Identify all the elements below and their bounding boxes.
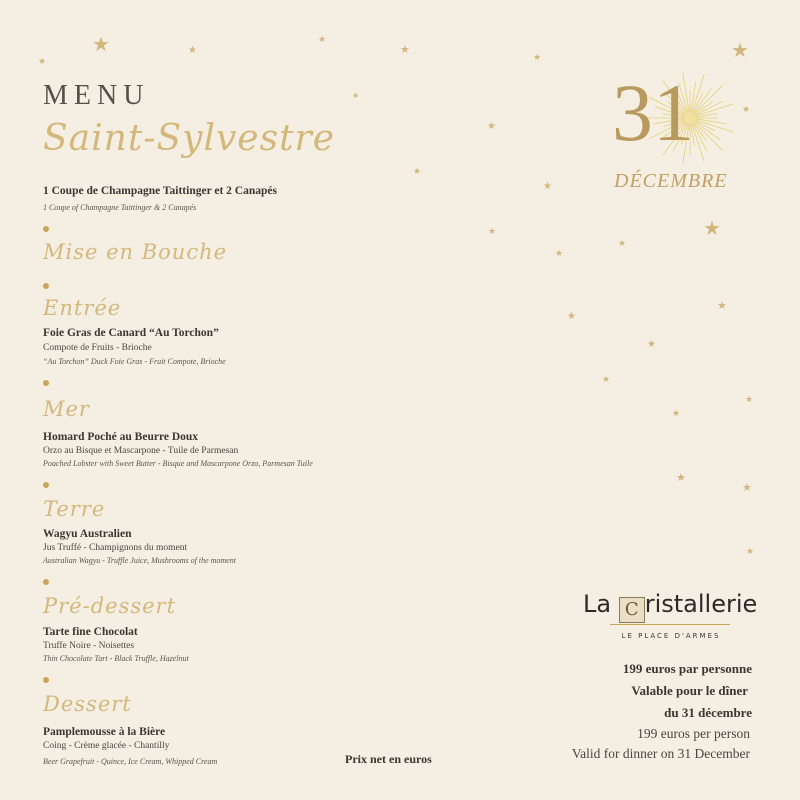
opener-english: 1 Coupe of Champagne Taittinger & 2 Canapés (43, 203, 197, 212)
course-title-mer: Mer (43, 397, 90, 421)
star-icon: ★ (745, 395, 754, 405)
price-fr-line1: 199 euros par personne (622, 661, 752, 676)
bullet-dot-icon (43, 380, 49, 386)
dish-name-pre-dessert: Tarte fine Chocolat (43, 626, 138, 638)
star-icon: ★ (672, 409, 681, 419)
star-icon: ★ (618, 239, 627, 249)
dish-desc-dessert: Coing - Crème glacée - Chantilly (43, 741, 170, 751)
dish-name-terre: Wagyu Australien (43, 528, 132, 540)
star-icon: ★ (742, 105, 751, 115)
star-icon: ★ (567, 311, 576, 322)
brand-logo-mark: C (619, 597, 645, 623)
star-icon: ★ (413, 167, 422, 177)
price-fr-line3: du 31 décembre (664, 705, 752, 720)
course-title-mise-en-bouche: Mise en Bouche (43, 240, 228, 264)
star-icon: ★ (703, 216, 721, 240)
star-icon: ★ (487, 121, 496, 132)
star-icon: ★ (318, 35, 327, 45)
dish-english-mer: Poached Lobster with Sweet Butter - Bisque and Mascarpone Orzo, Parmesan Tuile (43, 459, 313, 468)
dish-desc-pre-dessert: Truffe Noire - Noisettes (43, 641, 135, 651)
star-icon: ★ (676, 471, 686, 484)
brand-name-part2: ristallerie (644, 590, 758, 618)
bullet-dot-icon (43, 226, 49, 232)
brand-logo (583, 590, 757, 623)
date-day: 31 (612, 67, 694, 158)
brand-subtitle: LE PLACE D'ARMES (621, 632, 721, 640)
course-title-entree: Entrée (43, 296, 122, 320)
price-en-line2: Valid for dinner on 31 December (571, 746, 750, 761)
star-icon: ★ (555, 249, 564, 259)
course-title-dessert: Dessert (43, 692, 132, 716)
dish-english-terre: Australian Wagyu - Truffle Juice, Mushrooms of the moment (43, 556, 236, 565)
star-icon: ★ (400, 43, 410, 56)
star-icon: ★ (731, 38, 749, 62)
star-icon: ★ (717, 299, 727, 312)
menu-title: Saint-Sylvestre (43, 118, 336, 159)
price-en-line1: 199 euros per person (637, 726, 750, 741)
date-month: DÉCEMBRE (614, 170, 728, 192)
dish-desc-terre: Jus Truffé - Champignons du moment (43, 543, 188, 553)
star-icon: ★ (188, 45, 197, 56)
dish-english-pre-dessert: Thin Chocolate Tart - Black Truffle, Hazelnut (43, 654, 189, 663)
course-title-pre-dessert: Pré-dessert (43, 594, 177, 618)
brand-divider (610, 624, 730, 625)
bullet-dot-icon (43, 579, 49, 585)
menu-heading: MENU (43, 80, 150, 111)
star-icon: ★ (352, 91, 360, 100)
star-icon: ★ (543, 181, 552, 192)
price-fr-line2: Valable pour le dîner (631, 683, 748, 698)
brand-name-part1: La (583, 590, 619, 618)
star-icon: ★ (746, 547, 755, 557)
dish-name-dessert: Pamplemousse à la Bière (43, 726, 166, 738)
bullet-dot-icon (43, 283, 49, 289)
opener-name: 1 Coupe de Champagne Taittinger et 2 Canapés (43, 185, 277, 197)
star-icon: ★ (602, 375, 611, 385)
dish-desc-mer: Orzo au Bisque et Mascarpone - Tuile de Parmesan (43, 446, 239, 456)
dish-name-entree: Foie Gras de Canard “Au Torchon” (43, 327, 219, 339)
dish-desc-entree: Compote de Fruits - Brioche (43, 343, 152, 353)
star-icon: ★ (647, 339, 656, 350)
net-price-note: Prix net en euros (345, 752, 432, 766)
star-icon: ★ (38, 57, 47, 67)
star-icon: ★ (92, 32, 110, 56)
star-icon: ★ (488, 227, 497, 237)
dish-english-dessert: Beer Grapefruit - Quince, Ice Cream, Whipped Cream (43, 757, 218, 766)
bullet-dot-icon (43, 677, 49, 683)
star-icon: ★ (533, 53, 542, 63)
dish-english-entree: “Au Torchon” Duck Foie Gras - Fruit Compote, Brioche (43, 357, 226, 366)
bullet-dot-icon (43, 482, 49, 488)
star-icon: ★ (742, 481, 752, 494)
dish-name-mer: Homard Poché au Beurre Doux (43, 431, 199, 443)
course-title-terre: Terre (43, 497, 106, 521)
